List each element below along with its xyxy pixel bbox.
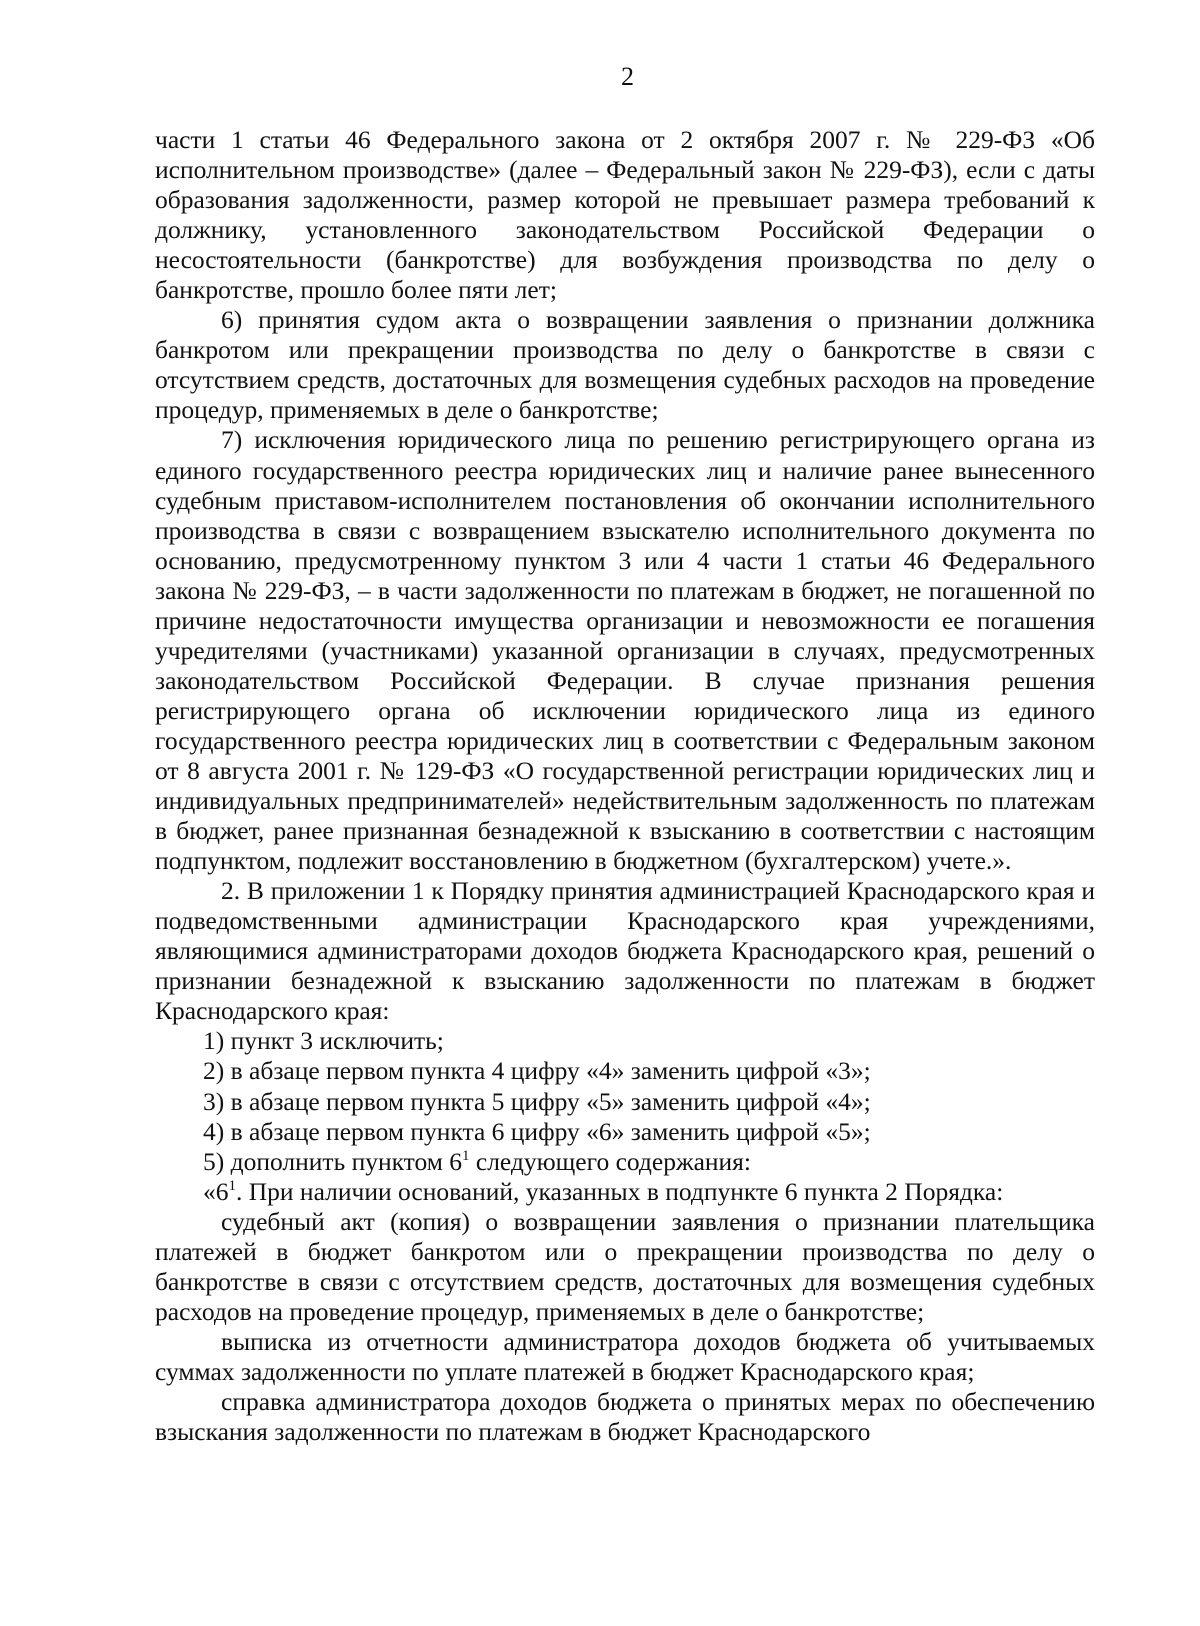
quoted-point-text: . При наличии оснований, указанных в подпункте 6 пункта 2 Порядка: bbox=[236, 1176, 1004, 1206]
list-item-5-text-end: следующего содержания: bbox=[469, 1146, 751, 1176]
paragraph-certificate: справка администратора доходов бюджета о принятых мерах по обеспечению взыскания задолженности по платежам в бюджет Краснодарского bbox=[155, 1386, 1095, 1447]
paragraph-report-extract: выписка из отчетности администратора доходов бюджета об учитываемых суммах задолженности по уплате платежей в бюджет Краснодарского края; bbox=[155, 1326, 1095, 1386]
paragraph-item-6: 6) принятия судом акта о возвращении заявления о признании должника банкротом или прекращении производства по делу о банкротстве в связи с отсутствием средств, достаточных для возмещения судебных расходов на проведение процедур, применяемых в деле о банкротстве; bbox=[155, 305, 1095, 425]
paragraph-section-2: 2. В приложении 1 к Порядку принятия администрацией Краснодарского края и подведомственными администрации Краснодарского края учреждениями, являющимися администраторами доходов бюджета Краснодарского края, решений о признании безнадежной к взысканию задолженности по платежам в бюджет Краснодарского края: bbox=[155, 876, 1095, 1026]
quoted-point-heading bbox=[155, 1177, 1095, 1207]
paragraph-item-7: 7) исключения юридического лица по решению регистрирующего органа из единого государственного реестра юридических лиц и наличие ранее вынесенного судебным приставом-исполнителем постановления об окончании исполнительного производства в связи с возвращением взыскателю исполнительного документа по основанию, предусмотренному пунктом 3 или 4 части 1 статьи 46 Федерального закона № 229-ФЗ, – в части задолженности по платежам в бюджет, не погашенной по причине недостаточности имущества организации и невозможности ее погашения учредителями (участниками) указанной организации в случаях, предусмотренных законодательством Российской Федерации. В случае признания решения регистрирующего органа об исключении юридического лица из единого государственного реестра юридических лиц в соответствии с Федеральным законом от 8 августа 2001 г. № 129-ФЗ «О государственной регистрации юридических лиц и индивидуальных предпринимателей» недействительным задолженность по платежам в бюджет, ранее признанная безнадежной к взысканию в соответствии с настоящим подпунктом, подлежит восстановлению в бюджетном (бухгалтерском) учете.». bbox=[155, 425, 1095, 876]
list-item-5-text: 5) дополнить пунктом 6 bbox=[203, 1146, 462, 1176]
page-number: 2 bbox=[621, 62, 634, 91]
list-item-2: 2) в абзаце первом пункта 4 цифру «4» заменить цифрой «3»; bbox=[203, 1056, 871, 1086]
paragraph-court-act: судебный акт (копия) о возвращении заявления о признании плательщика платежей в бюджет банкротом или о прекращении производства по делу о банкротстве в связи с отсутствием средств, достаточных для возмещения судебных расходов на проведение процедур, применяемых в деле о банкротстве; bbox=[155, 1206, 1095, 1326]
list-item-3: 3) в абзаце первом пункта 5 цифру «5» заменить цифрой «4»; bbox=[203, 1086, 871, 1116]
list-item-5 bbox=[155, 1147, 1095, 1177]
superscript: 1 bbox=[228, 1177, 236, 1194]
document-body bbox=[155, 125, 1095, 1447]
superscript: 1 bbox=[462, 1147, 470, 1164]
paragraph-continuation: части 1 статьи 46 Федерального закона от 2 октября 2007 г. № 229-ФЗ «Об исполнительном производстве» (далее – Федеральный закон № 229-ФЗ), если с даты образования задолженности, размер которой не превышает размера требований к должнику, установленного законодательством Российской Федерации о несостоятельности (банкротстве) для возбуждения производства по делу о банкротстве, прошло более пяти лет; bbox=[155, 125, 1095, 305]
list-item-1: 1) пункт 3 исключить; bbox=[203, 1026, 444, 1056]
list-item-4: 4) в абзаце первом пункта 6 цифру «6» заменить цифрой «5»; bbox=[203, 1116, 871, 1146]
quoted-point-number: «6 bbox=[203, 1176, 229, 1206]
